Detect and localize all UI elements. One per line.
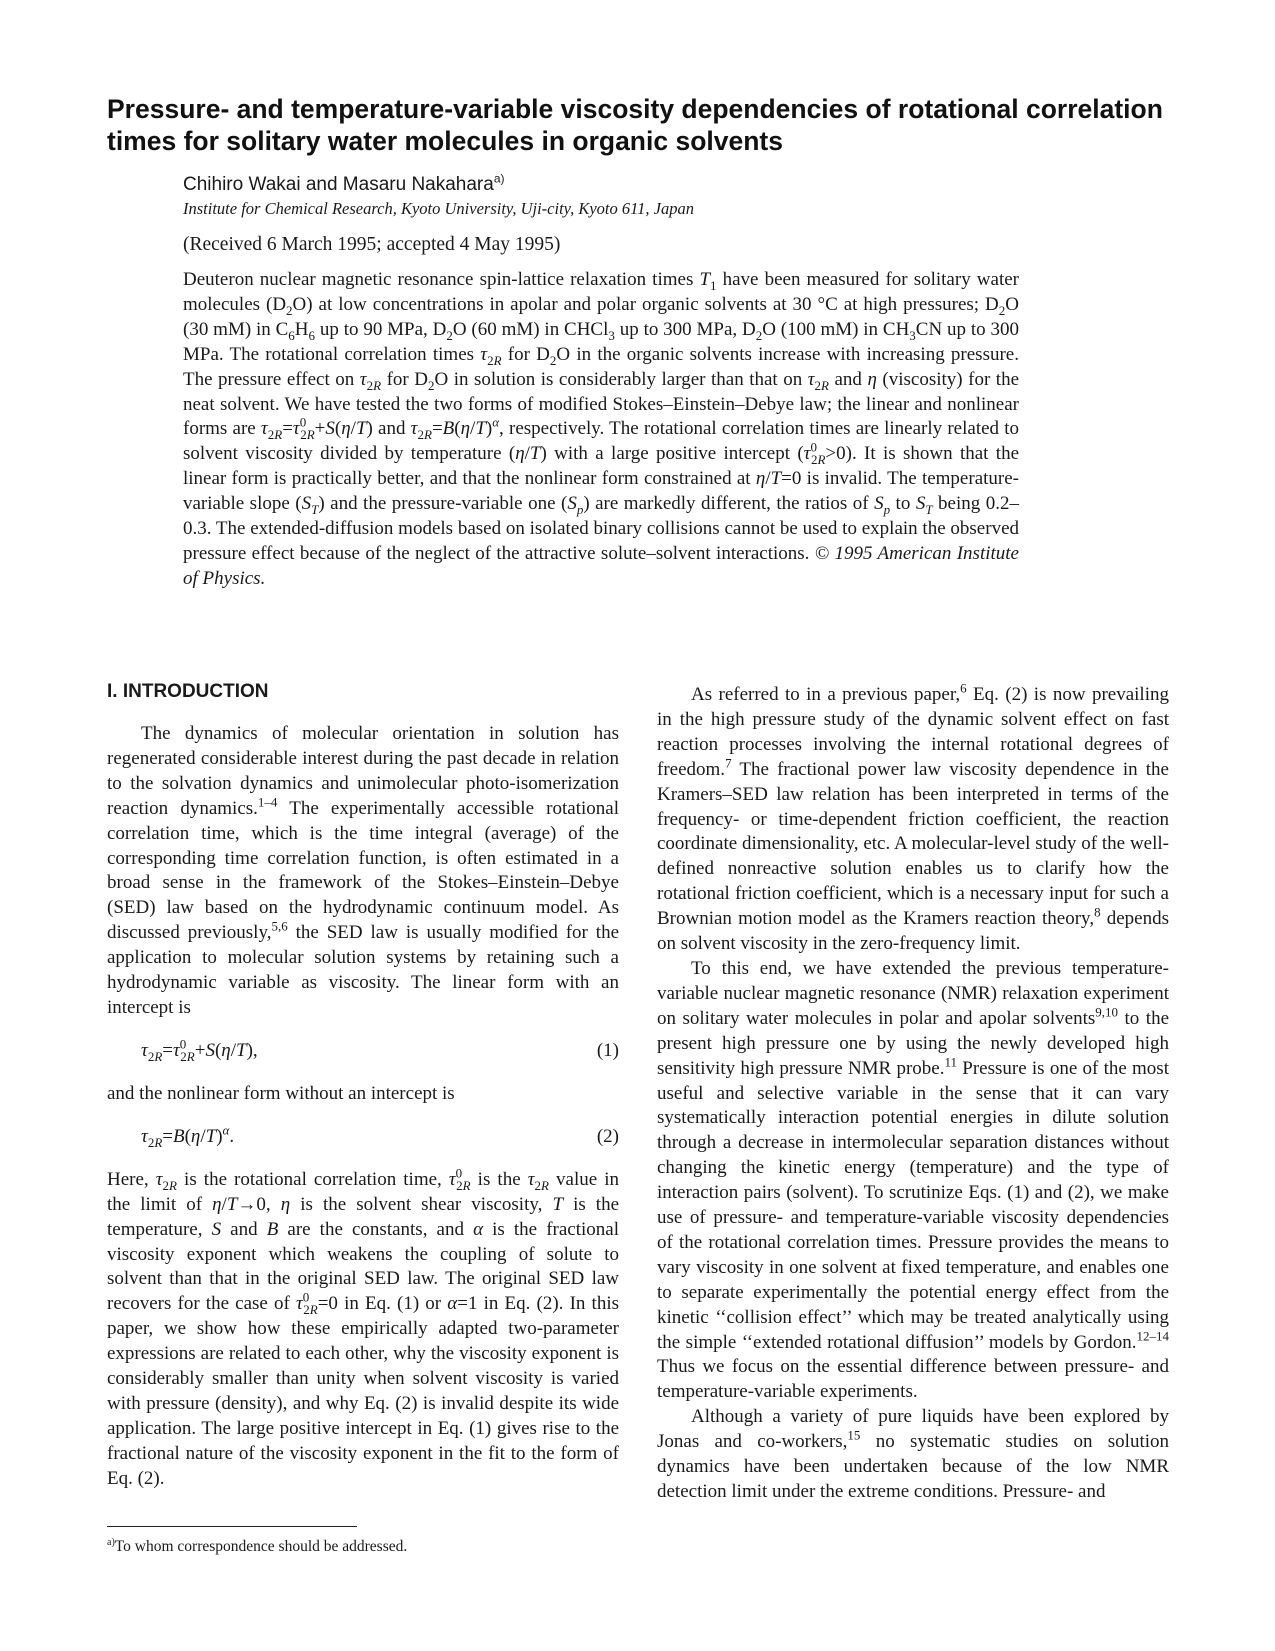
intro-paragraph-6: Although a variety of pure liquids have been explored by Jonas and co-workers,$^{15}$ no systematic studies on solution dynamics have been undertaken because of the low NMR detection limit under the extreme conditions. Pressure- and (657, 1406, 1169, 1502)
intro-paragraph-4: As referred to in a previous paper,$^6$ Eq. (2) is now prevailing in the high pressure study of the dynamic solvent effect on fast reaction processes involving the internal rotational degrees of freedom.$^7$ The fractional power law viscosity dependence in the Kramers–SED law relation has been interpreted in terms of the frequency- or time-dependent friction coefficient, the reaction coordinate dimensionality, etc. A molecular-level study of the well-defined nonreactive solution enables us to clarify how the rotational friction coefficient, which is a necessary input for such a Brownian motion model as the Kramers reaction theory,$^8$ depends on solvent viscosity in the zero-frequency limit. (657, 680, 1169, 955)
intro-paragraph-5: To this end, we have extended the previous temperature-variable nuclear magnetic resonance (NMR) relaxation experiment on solitary water molecules in polar and apolar solvents$^{9,10}$ to the present high pressure one by using the newly developed high sensitivity high pressure NMR probe.$^{11}$ Pressure is one of the most useful and selective variable in the sense that it can vary systematically interaction potential energies in dilute solution through a decrease in intermolecular separation distances without changing the kinetic energy (temperature) and the type of interaction pairs (solvent). To scrutinize Eqs. (1) and (2), we make use of pressure- and temperature-variable viscosity dependencies of the rotational correlation times. Pressure provides the means to vary viscosity in one solvent at fixed temperature, and enables one to separate experimentally the potential energy effect from the kinetic ‘‘collision effect’’ which may be treated analytically using the simple ‘‘extended rotational diffusion’’ models by Gordon.$^{12-14}$ Thus we focus on the essential difference between pressure- and temperature-variable experiments. (657, 957, 1169, 1403)
section-heading: I. INTRODUCTION (107, 681, 269, 702)
article-title: Pressure- and temperature-variable viscosity dependencies of rotational correlation times for solitary water molecules in organic solvents (107, 94, 1163, 156)
author-note-mark: a) (493, 171, 505, 186)
equation-1-number: (1) (596, 1039, 619, 1061)
equation-1-expression: $\tau_{2R}=\tau^0_{2R}+S(\eta/T)$, (141, 1036, 258, 1064)
affiliation: Institute for Chemical Research, Kyoto University, Uji-city, Kyoto 611, Japan (183, 199, 694, 218)
equation-1 (107, 1036, 619, 1064)
footnote-rule (107, 1526, 357, 1527)
intro-paragraph-2: and the nonlinear form without an intercept is (107, 1082, 455, 1104)
intro-paragraph-1: The dynamics of molecular orientation in solution has regenerated considerable interest during the past decade in relation to the solvation dynamics and unimolecular photo-isomerization reaction dynamics.$^{1-4}$ The experimentally accessible rotational correlation time, which is the time integral (average) of the corresponding time correlation function, is often estimated in a broad sense in the framework of the Stokes–Einstein–Debye (SED) law based on the hydrodynamic continuum model. As discussed previously,$^{5,6}$ the SED law is usually modified for the application to molecular solution systems by retaining such a hydrodynamic variable as viscosity. The linear form with an intercept is (107, 723, 620, 1018)
copyright-notice: © 1995 American Institute of Physics. (183, 542, 1019, 589)
right-column (657, 680, 1169, 1505)
author-line (183, 173, 505, 197)
equation-2 (107, 1122, 619, 1150)
equation-2-expression: $\tau_{2R}=B(\eta/T)^\alpha$. (141, 1122, 235, 1150)
footnote (107, 1537, 407, 1557)
abstract: Deuteron nuclear magnetic resonance spin-lattice relaxation times $T_1$ have been measured for solitary water molecules $(D_2O)$ at low concentrations in apolar and polar organic solvents at 30 °C at high pressures; $D_2O$ (30 mM) in $C_6H_6$ up to 90 MPa, $D_2O$ (60 mM) in CHCl$_3$ up to 300 MPa, $D_2O$ (100 mM) in $CH_3CN$ up to 300 MPa. The rotational correlation times $\tau_{2R}$ for $D_2O$ in the organic solvents increase with increasing pressure. The pressure effect on $\tau_{2R}$ for $D_2O$ in solution is considerably larger than that on $\tau_{2R}$ and η (viscosity) for the neat solvent. We have tested the two forms of modified Stokes–Einstein–Debye law; the linear and nonlinear forms are $\tau_{2R}=\tau^0_{2R}+S(\eta/T)$ and $\tau_{2R}=B(\eta/T)^\alpha$, respectively. The rotational correlation times are linearly related to solvent viscosity divided by temperature (η/T) with a large positive intercept $(\tau^0_{2R}>0)$. It is shown that the linear form is practically better, and that the nonlinear form constrained at η/T=0 is invalid. The temperature-variable slope $(S_T)$ and the pressure-variable one $(S_p)$ are markedly different, the ratios of $S_p$ to $S_T$ being 0.2–0.3. The extended-diffusion models based on isolated binary collisions cannot be used to explain the observed pressure effect because of the neglect of the attractive solute–solvent interactions. © 1995 American Institute of Physics. (183, 269, 1020, 589)
received-dates: (Received 6 March 1995; accepted 4 May 1995) (183, 234, 561, 255)
footnote-mark: a) (107, 1536, 115, 1548)
footnote-text: To whom correspondence should be addressed. (114, 1538, 408, 1555)
left-column (107, 722, 619, 1492)
author-names: Chihiro Wakai and Masaru Nakahara (183, 174, 494, 195)
equation-2-number: (2) (596, 1125, 619, 1147)
intro-paragraph-3: Here, $\tau_{2R}$ is the rotational correlation time, $\tau^0_{2R}$ is the $\tau_{2R}$ value in the limit of η/T→0, η is the solvent shear viscosity, T is the temperature, S and B are the constants, and α is the fractional viscosity exponent which weakens the coupling of solute to solvent than that in the original SED law. The original SED law recovers for the case of $\tau^0_{2R}=0$ in Eq. (1) or α=1 in Eq. (2). In this paper, we show how these empirically adapted two-parameter expressions are related to each other, why the viscosity exponent is considerably smaller than unity when solvent viscosity is varied with pressure (density), and why Eq. (2) is invalid despite its wide application. The large positive intercept in Eq. (1) gives rise to the fractional nature of the viscosity exponent in the fit to the form of Eq. (2). (107, 1165, 620, 1489)
